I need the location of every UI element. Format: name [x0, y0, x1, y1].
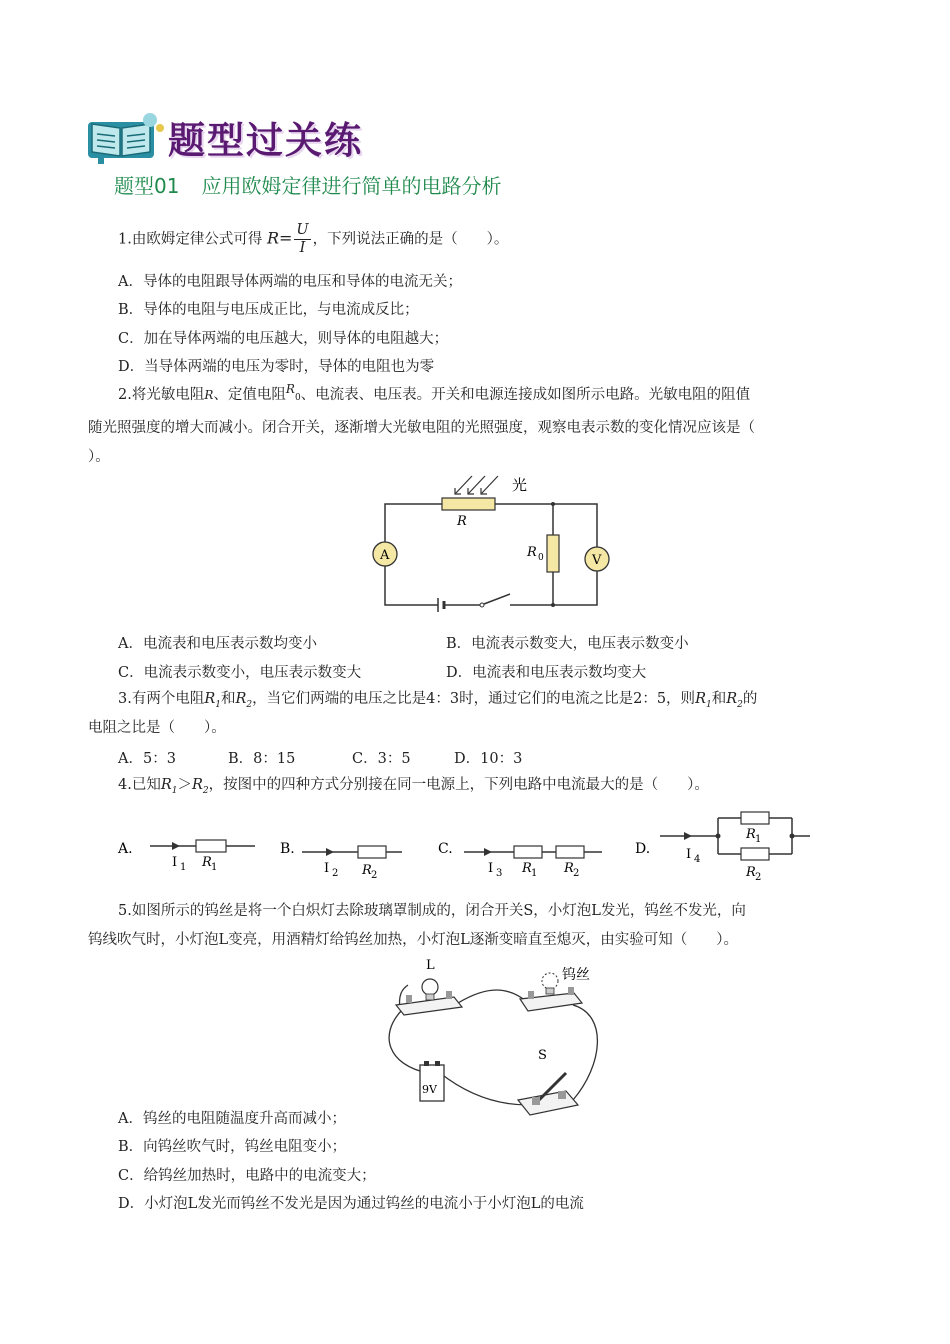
svg-text:I: I — [686, 847, 692, 862]
tungsten-filament-icon — [542, 973, 558, 989]
q1-stem: 1.由欧姆定律公式可得 R= $\frac{U}{I}$ ，下列说法正确的是（ ）。 — [118, 222, 509, 256]
switch-lever — [484, 594, 510, 604]
q1-option-a[interactable]: A．导体的电阻跟导体两端的电压和导体的电流无关； — [118, 274, 462, 290]
q1-option-c[interactable]: C．加在导体两端的电压越大，则导体的电阻越大； — [118, 331, 449, 347]
q5-option-b[interactable]: B．向钨丝吹气时，钨丝电阻变小； — [118, 1139, 347, 1155]
switch-label: S — [538, 1048, 547, 1063]
svg-text:R: R — [746, 865, 756, 880]
resistor-c2 — [556, 846, 584, 858]
q5-experiment-diagram — [378, 955, 618, 1125]
arrow-icon — [684, 832, 692, 840]
q1-option-b[interactable]: B．导体的电阻与电压成正比，与电流成反比； — [118, 302, 419, 318]
r0-sub: 0 — [538, 553, 544, 563]
q4-stem: 4.已知$R_1>R_2$，按图中的四种方式分别接在同一电源上，下列电路中电流最大的是（ ）。 — [118, 777, 709, 796]
q3-option-c[interactable]: C．3：5 — [352, 751, 411, 767]
q5-line2: 钨线吹气时，小灯泡L变亮，用酒精灯给钨丝加热，小灯泡L逐渐变暗直至熄灭，由实验可知（ ）。 — [88, 932, 739, 948]
q3-option-b[interactable]: B．8：15 — [228, 751, 296, 767]
section-number: 题型01 — [114, 174, 180, 198]
q3-line2: 电阻之比是（ ）。 — [88, 720, 226, 736]
r0-label: R — [527, 545, 537, 560]
q5-option-a[interactable]: A．钨丝的电阻随温度升高而减小； — [118, 1111, 346, 1127]
q4-circuit-options — [110, 800, 830, 890]
svg-text:1: 1 — [531, 868, 538, 879]
photoresistor — [442, 498, 495, 510]
q4-label-b: B. — [280, 841, 295, 857]
q5-option-c[interactable]: C．给钨丝加热时，电路中的电流变大； — [118, 1168, 376, 1184]
light-label: 光 — [512, 476, 528, 494]
switch-base — [518, 1091, 578, 1115]
resistor-b — [358, 846, 386, 858]
svg-text:R: R — [564, 861, 574, 876]
q2-option-d[interactable]: D．电流表和电压表示数均变大 — [446, 665, 647, 681]
bulb-icon — [422, 979, 438, 995]
svg-text:I: I — [324, 861, 330, 876]
battery-label: 9V — [422, 1083, 437, 1096]
book-icon — [84, 110, 168, 166]
q1-option-d[interactable]: D．当导体两端的电压为零时，导体的电阻也为零 — [118, 359, 435, 375]
q2-line2: 随光照强度的增大而减小。闭合开关，逐渐增大光敏电阻的光照强度，观察电表示数的变化情况应该是（ — [88, 420, 755, 436]
lamp-label: L — [426, 958, 435, 973]
svg-text:1: 1 — [211, 862, 218, 873]
resistor-a — [196, 840, 226, 852]
svg-text:1: 1 — [755, 834, 762, 845]
q3-line1: 3.有两个电阻$R_1$和$R_2$，当它们两端的电压之比是4：3时，通过它们的电流之比是2：5，则$R_1$和$R_2$的 — [118, 691, 758, 710]
voltmeter-label: V — [592, 553, 602, 568]
resistor-d1 — [741, 812, 769, 824]
svg-text:R: R — [202, 855, 212, 870]
q4-label-c: C. — [438, 841, 453, 857]
q3-option-d[interactable]: D．10：3 — [454, 751, 523, 767]
section-title: 应用欧姆定律进行简单的电路分析 — [201, 174, 502, 198]
q2-option-c[interactable]: C．电流表示数变小，电压表示数变大 — [118, 665, 362, 681]
q4-label-d: D. — [635, 841, 651, 857]
resistor-d2 — [741, 848, 769, 860]
svg-text:4: 4 — [694, 854, 701, 865]
q2-line3: ）。 — [88, 449, 110, 465]
svg-text:I: I — [172, 855, 178, 870]
q5-option-d[interactable]: D．小灯泡L发光而钨丝不发光是因为通过钨丝的电流小于小灯泡L的电流 — [118, 1196, 584, 1212]
q4-label-a: A. — [118, 841, 133, 857]
svg-text:2: 2 — [755, 872, 762, 883]
resistor-c1 — [514, 846, 542, 858]
q5-line1: 5.如图所示的钨丝是将一个白炽灯去除玻璃罩制成的，闭合开关S，小灯泡L发光，钨丝不发光，向 — [118, 903, 746, 919]
svg-text:R: R — [362, 863, 372, 878]
tungsten-label: 钨丝 — [562, 967, 590, 983]
arrow-icon — [484, 848, 492, 856]
q2-line1: 2.将光敏电阻R、定值电阻$^R_0$、电流表、电压表。开关和电源连接成如图所示电路。光敏电阻的阻值 — [118, 382, 751, 403]
switch-contact — [480, 603, 484, 607]
q2-circuit-diagram — [360, 470, 620, 620]
svg-text:R: R — [746, 827, 756, 842]
section-heading — [114, 170, 501, 199]
ammeter-label: A — [380, 548, 390, 563]
svg-text:R: R — [522, 861, 532, 876]
svg-text:2: 2 — [371, 870, 378, 881]
arrow-icon — [326, 848, 334, 856]
svg-text:2: 2 — [573, 868, 580, 879]
q2-option-b[interactable]: B．电流表示数变大，电压表示数变小 — [446, 636, 689, 652]
r-label: R — [457, 514, 467, 529]
banner-title: 题型过关练 — [168, 119, 363, 162]
svg-text:1: 1 — [180, 862, 187, 873]
svg-text:2: 2 — [332, 868, 339, 879]
svg-text:3: 3 — [496, 868, 503, 879]
q2-option-a[interactable]: A．电流表和电压表示数均变小 — [118, 636, 317, 652]
wire-right — [495, 504, 597, 605]
q3-option-a[interactable]: A．5：3 — [118, 751, 176, 767]
light-arrows-icon — [455, 476, 498, 494]
svg-text:I: I — [488, 861, 494, 876]
fixed-resistor — [547, 535, 559, 572]
arrow-icon — [172, 842, 180, 850]
